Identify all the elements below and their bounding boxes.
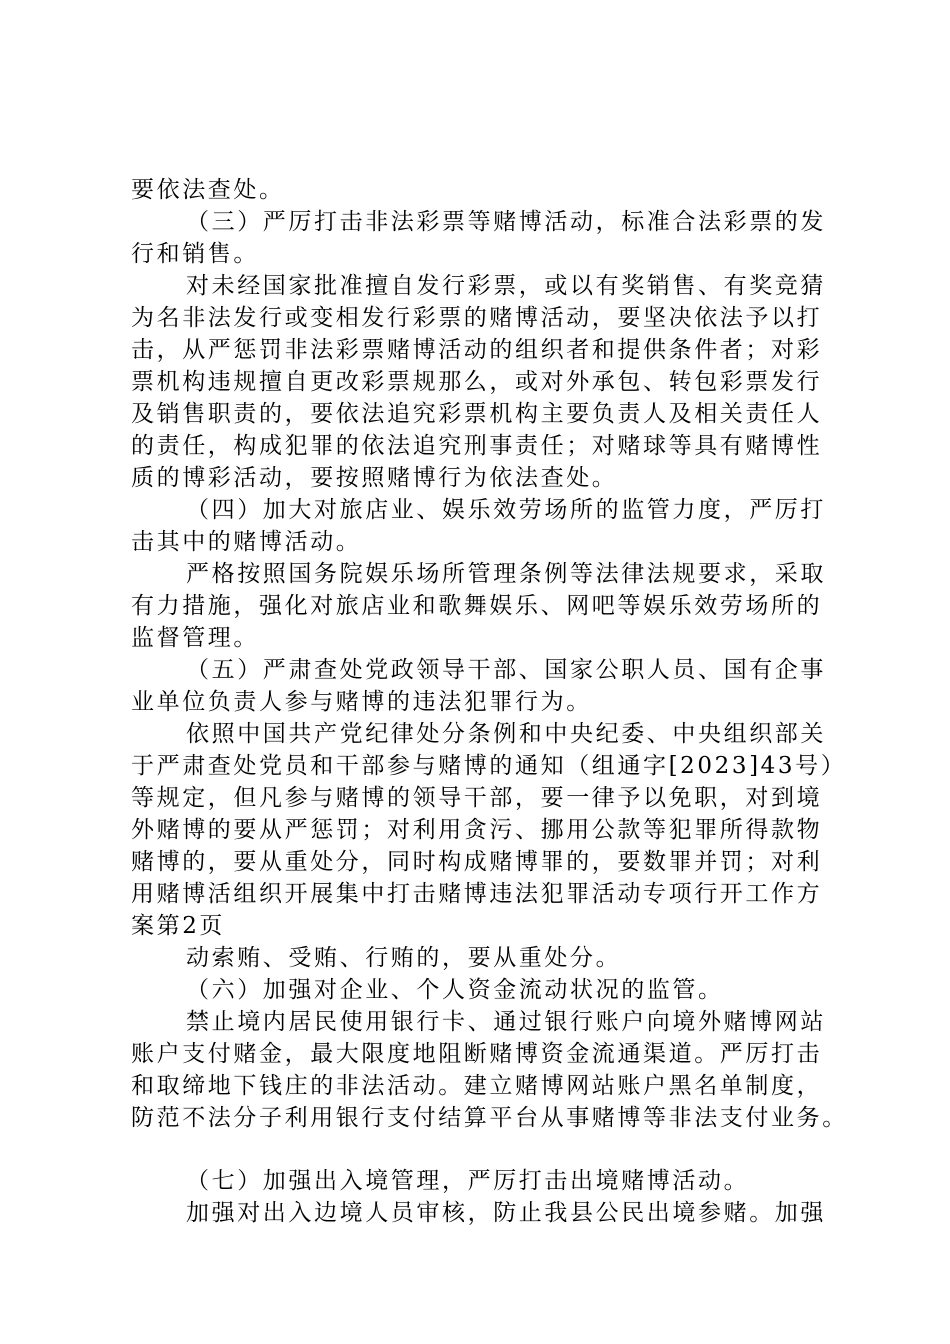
text-line: 账户支付赌金，最大限度地阻断赌博资金流通渠道。严厉打击 xyxy=(131,1041,823,1067)
text-line: 用赌博活组织开展集中打击赌博违法犯罪活动专项行开工作方 xyxy=(131,881,823,907)
text-line: 加强对出入边境人员审核，防止我县公民出境参赌。加强 xyxy=(186,1200,826,1226)
page-footer: 案第2页 xyxy=(131,913,226,939)
text-line: 动索贿、受贿、行贿的，要从重处分。 xyxy=(186,945,622,971)
text-line: 对未经国家批准擅自发行彩票，或以有奖销售、有奖竞猜 xyxy=(186,273,826,299)
text-line: 票机构违规擅自更改彩票规那么，或对外承包、转包彩票发行 xyxy=(131,369,823,395)
text-line: 击，从严惩罚非法彩票赌博活动的组织者和提供条件者；对彩 xyxy=(131,337,823,363)
section-heading-5: （五）严肃查处党政领导干部、国家公职人员、国有企事 xyxy=(186,657,826,683)
text-line: 赌博的，要从重处分，同时构成赌博罪的，要数罪并罚；对利 xyxy=(131,849,823,875)
section-heading-4: （四）加大对旅店业、娱乐效劳场所的监管力度，严厉打 xyxy=(186,497,826,523)
text-line: 监督管理。 xyxy=(131,625,259,651)
text-line: 为名非法发行或变相发行彩票的赌博活动，要坚决依法予以打 xyxy=(131,305,823,331)
text-line: 及销售职责的，要依法追究彩票机构主要负责人及相关责任人 xyxy=(131,401,823,427)
section-heading-7: （七）加强出入境管理，严厉打击出境赌博活动。 xyxy=(186,1168,750,1194)
text-line: 质的博彩活动，要按照赌博行为依法查处。 xyxy=(131,465,618,491)
section-heading-3: （三）严厉打击非法彩票等赌博活动，标准合法彩票的发 xyxy=(186,209,826,235)
text-line: 击其中的赌博活动。 xyxy=(131,529,362,555)
text-line: 依照中国共产党纪律处分条例和中央纪委、中央组织部关 xyxy=(186,721,826,747)
text-line: 业单位负责人参与赌博的违法犯罪行为。 xyxy=(131,689,592,715)
text-line: 禁止境内居民使用银行卡、通过银行账户向境外赌博网站 xyxy=(186,1009,826,1035)
text-line: 的责任，构成犯罪的依法追究刑事责任；对赌球等具有赌博性 xyxy=(131,433,823,459)
text-line: 于严肃查处党员和干部参与赌博的通知（组通字[2023]43号） xyxy=(131,753,847,779)
text-line: 外赌博的要从严惩罚；对利用贪污、挪用公款等犯罪所得款物 xyxy=(131,817,823,843)
text-line: 和取缔地下钱庄的非法活动。建立赌博网站账户黑名单制度， xyxy=(131,1073,823,1099)
text-line: 严格按照国务院娱乐场所管理条例等法律法规要求，采取 xyxy=(186,561,826,587)
text-line: 等规定，但凡参与赌博的领导干部，要一律予以免职，对到境 xyxy=(131,785,823,811)
text-line: 防范不法分子利用银行支付结算平台从事赌博等非法支付业务。 xyxy=(131,1105,848,1131)
text-line: 行和销售。 xyxy=(131,241,259,267)
text-line: 有力措施，强化对旅店业和歌舞娱乐、网吧等娱乐效劳场所的 xyxy=(131,593,823,619)
section-heading-6: （六）加强对企业、个人资金流动状况的监管。 xyxy=(186,977,724,1003)
text-line: 要依法查处。 xyxy=(131,177,285,203)
